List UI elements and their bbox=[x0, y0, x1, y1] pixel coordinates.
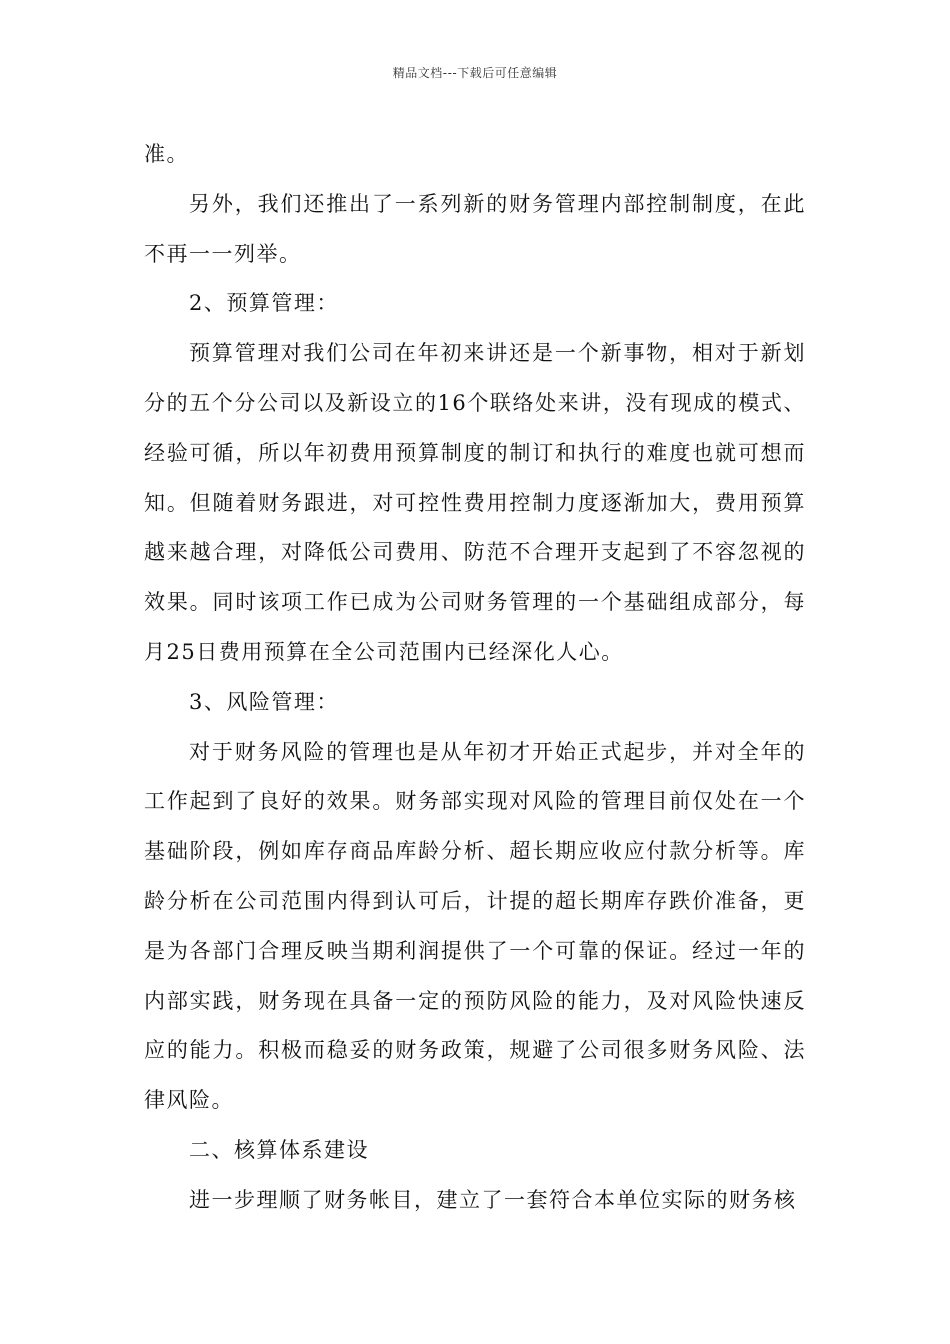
paragraph-internal-controls: 另外，我们还推出了一系列新的财务管理内部控制制度，在此不再一一列举。 bbox=[144, 191, 806, 266]
paragraph-continuation: 准。 bbox=[144, 142, 189, 166]
paragraph-risk-management: 对于财务风险的管理也是从年初才开始正式起步，并对全年的工作起到了良好的效果。财务部实现对风险的管理目前仅处在一个基础阶段，例如库存商品库龄分析、超长期应收应付款分析等。库龄分析在公司范围内得到认可后，计提的超长期库存跌价准备，更是为各部门合理反映当期利润提供了一个可靠的保证。经过一年的内部实践，财务现在具备一定的预防风险的能力，及对风险快速反应的能力。积极而稳妥的财务政策，规避了公司很多财务风险、法律风险。 bbox=[144, 739, 806, 1113]
document-body bbox=[144, 130, 806, 1226]
section-heading-risk: 3、风险管理： bbox=[189, 689, 339, 714]
page-header: 精品文档---下载后可任意编辑 bbox=[392, 66, 558, 80]
paragraph-budget-management: 预算管理对我们公司在年初来讲还是一个新事物，相对于新划分的五个分公司以及新设立的16个联络处来讲，没有现成的模式、经验可循，所以年初费用预算制度的制订和执行的难度也就可想而知。但随着财务跟进，对可控性费用控制力度逐渐加大，费用预算越来越合理，对降低公司费用、防范不合理开支起到了不容忽视的效果。同时该项工作已成为公司财务管理的一个基础组成部分，每月25日费用预算在全公司范围内已经深化人心。 bbox=[144, 341, 806, 664]
paragraph-accounting-system: 进一步理顺了财务帐目，建立了一套符合本单位实际的财务核 bbox=[189, 1187, 797, 1212]
section-heading-budget: 2、预算管理： bbox=[189, 291, 339, 316]
section-heading-accounting-system: 二、核算体系建设 bbox=[189, 1137, 369, 1162]
